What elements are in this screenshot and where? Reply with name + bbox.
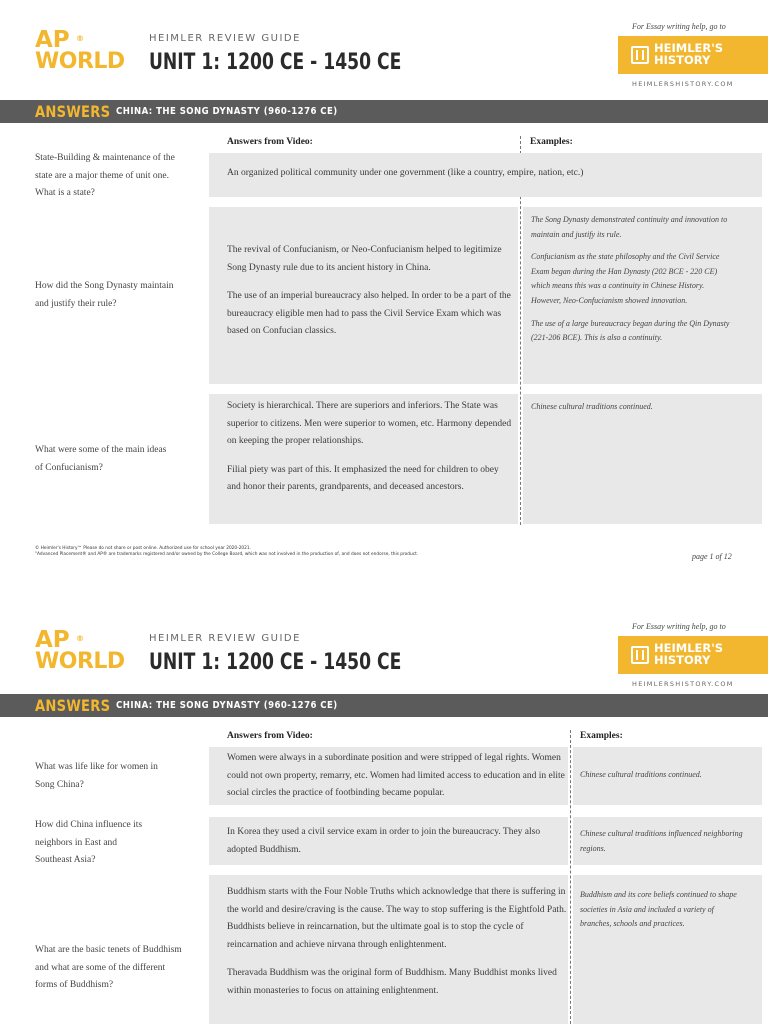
ap-world-logo: AP ® WORLD bbox=[35, 627, 125, 674]
brand-name: HEIMLER'S HISTORY bbox=[654, 41, 724, 67]
answer-text: An organized political community under one government (like a country, empire, nation, etc.) bbox=[227, 168, 584, 178]
answers-column-header: Answers from Video: bbox=[227, 731, 313, 741]
brand-name: HEIMLER'S HISTORY bbox=[654, 641, 724, 667]
examples-text: Chinese cultural traditions continued. bbox=[531, 402, 653, 411]
examples-text: The Song Dynasty demonstrated continuity and innovation to maintain and justify its rule. Confucianism as the state philosophy and the Civil Service Exam began during the Han Dynasty (202 BCE - 220 CE) which means this was a continuity in Chinese History. However, Neo-Confucianism showed innovation. The use of a large bureaucracy began during the Qin Dynasty (221-206 BCE). This is also a continuity. bbox=[531, 215, 730, 343]
essay-help-text: For Essay writing help, go to bbox=[632, 622, 726, 631]
heimlers-history-badge[interactable] bbox=[618, 36, 768, 74]
answers-label: ANSWERS bbox=[35, 102, 111, 121]
unit-title: UNIT 1: 1200 CE - 1450 CE bbox=[149, 50, 402, 75]
page-2 bbox=[0, 600, 768, 1024]
heimlers-logo-icon bbox=[631, 46, 649, 64]
question-china-influence-neighbors: How did China influence its neighbors in East and Southeast Asia? bbox=[35, 820, 143, 865]
examples-column-header: Examples: bbox=[580, 731, 623, 741]
answer-text: Buddhism starts with the Four Noble Truths which acknowledge that there is suffering in the world and desire/craving is the cause. The way to stop suffering is the Eightfold Path. Buddhists believe in reincarnation, but the ultimate goal is to stop the cycle of reincarnation and achieve nirvana through enlightenment. Theravada Buddhism was the original form of Buddhism. Many Buddhist monks lived within monasteries to focus on attaining enlightenment. bbox=[227, 887, 567, 996]
heimlers-history-badge[interactable] bbox=[618, 636, 768, 674]
ap-world-logo: AP ® WORLD bbox=[35, 27, 125, 74]
question-what-is-a-state: State-Building & maintenance of the state are a major theme of unit one. What is a state? bbox=[35, 153, 175, 198]
guide-label: HEIMLER REVIEW GUIDE bbox=[149, 33, 301, 44]
unit-title: UNIT 1: 1200 CE - 1450 CE bbox=[149, 650, 402, 675]
essay-help-text: For Essay writing help, go to bbox=[632, 22, 726, 31]
question-song-maintain-rule: How did the Song Dynasty maintain and justify their rule? bbox=[35, 281, 174, 309]
question-women-song-china: What was life like for women in Song China? bbox=[35, 762, 158, 790]
question-buddhism-tenets: What are the basic tenets of Buddhism and what are some of the different forms of Buddhism? bbox=[35, 945, 182, 990]
answers-column-header: Answers from Video: bbox=[227, 137, 313, 147]
brand-url-link[interactable]: HEIMLERSHISTORY.COM bbox=[632, 680, 734, 688]
column-divider bbox=[570, 730, 571, 1024]
answers-label: ANSWERS bbox=[35, 696, 111, 715]
question-confucianism-ideas: What were some of the main ideas of Confucianism? bbox=[35, 445, 167, 473]
brand-url-link[interactable]: HEIMLERSHISTORY.COM bbox=[632, 80, 734, 88]
answer-text: Society is hierarchical. There are superiors and inferiors. The State was superior to citizens. Men were superior to women, etc. Harmony depended on keeping the proper relationships. Filial piety was part of this. It emphasized the need for children to obey and honor their parents, grandparents, and deceased ancestors. bbox=[227, 401, 512, 492]
examples-text: Chinese cultural traditions influenced neighboring regions. bbox=[580, 829, 743, 853]
examples-column-header: Examples: bbox=[530, 137, 573, 147]
guide-label: HEIMLER REVIEW GUIDE bbox=[149, 633, 301, 644]
examples-text: Buddhism and its core beliefs continued to shape societies in Asia and included a variety of branches, schools and practices. bbox=[580, 890, 737, 929]
answer-text: In Korea they used a civil service exam in order to join the bureaucracy. They also adopted Buddhism. bbox=[227, 827, 541, 855]
answer-text: Women were always in a subordinate position and were stripped of legal rights. Women could not own property, remarry, etc. Women had limited access to education and in elite social circles the practice of footbinding became popular. bbox=[227, 753, 565, 798]
section-topic: CHINA: THE SONG DYNASTY (960-1276 CE) bbox=[116, 106, 338, 117]
page-number: page 1 of 12 bbox=[692, 552, 732, 561]
section-topic: CHINA: THE SONG DYNASTY (960-1276 CE) bbox=[116, 700, 338, 711]
heimlers-logo-icon bbox=[631, 646, 649, 664]
answer-text: The revival of Confucianism, or Neo-Confucianism helped to legitimize Song Dynasty rule due to its ancient history in China. The use of an imperial bureaucracy also helped. In order to be a part of the bureaucracy eligible men had to pass the Civil Service Exam which was based on Confucian classics. bbox=[227, 245, 511, 336]
examples-text: Chinese cultural traditions continued. bbox=[580, 770, 702, 779]
answers-section-bar bbox=[0, 100, 768, 123]
copyright-footnote: © Heimler's History™ Please do not share or post online. Authorized use for school year 2020-2021. "Advanced Placement® and AP® are trademarks registered and/or owned by the College Board, which was not involved in the production of, and does not endorse, this product. bbox=[35, 546, 419, 557]
answers-section-bar bbox=[0, 694, 768, 717]
